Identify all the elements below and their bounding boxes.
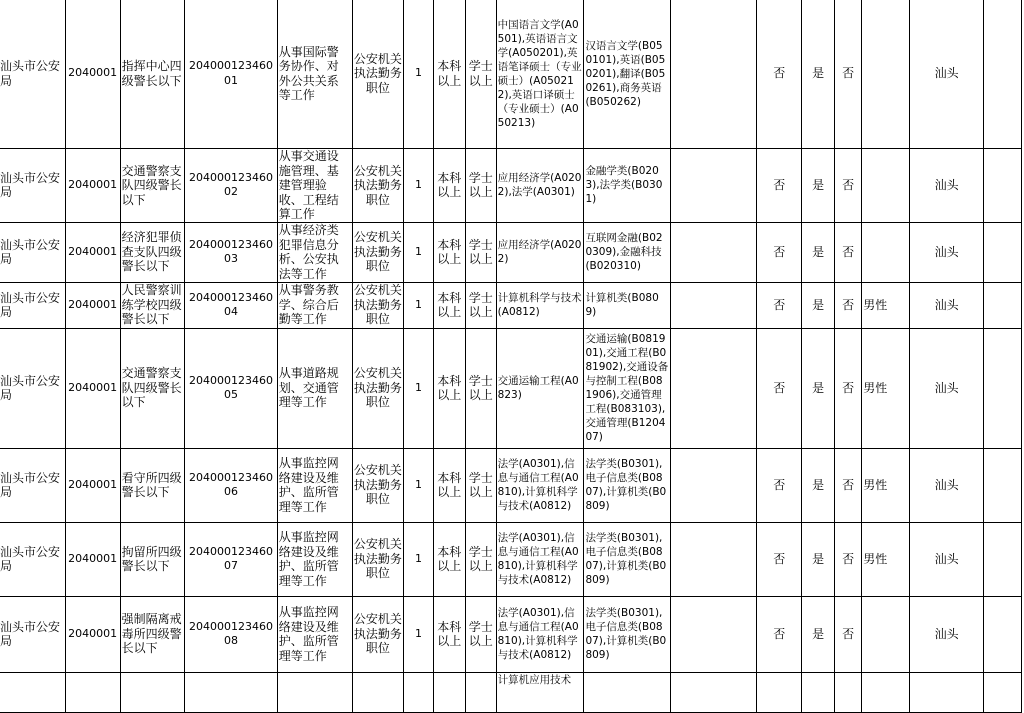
cell-duties: 从事经济类犯罪信息分析、公安执法等工作 — [277, 222, 352, 282]
cell-position — [120, 672, 185, 712]
cell-degree: 学士以上 — [465, 328, 496, 448]
cell-category: 公安机关执法勤务职位 — [352, 149, 404, 223]
cell-major-undergrad — [584, 672, 670, 712]
cell-position-code — [185, 672, 278, 712]
cell-col12 — [670, 328, 756, 448]
cell-major-undergrad: 计算机类(B0809) — [584, 282, 670, 328]
cell-position-code: 20400012346006 — [185, 448, 278, 522]
cell-col16 — [862, 0, 910, 149]
cell-col17 — [910, 672, 984, 712]
cell-col14: 是 — [802, 0, 835, 149]
cell-position: 指挥中心四级警长以下 — [120, 0, 185, 149]
cell-count: 1 — [404, 149, 434, 223]
cell-unit-code: 2040001 — [65, 522, 120, 596]
cell-unit: 汕头市公安局 — [0, 328, 65, 448]
cell-col12 — [670, 596, 756, 672]
cell-position: 人民警察训练学校四级警长以下 — [120, 282, 185, 328]
cell-col15: 否 — [835, 522, 862, 596]
table-row — [0, 328, 1022, 448]
cell-col15: 否 — [835, 0, 862, 149]
cell-unit-code — [65, 672, 120, 712]
table-row — [0, 596, 1022, 672]
cell-unit — [0, 672, 65, 712]
cell-position: 经济犯罪侦查支队四级警长以下 — [120, 222, 185, 282]
cell-col14: 是 — [802, 522, 835, 596]
cell-unit: 汕头市公安局 — [0, 282, 65, 328]
table-row — [0, 448, 1022, 522]
cell-duties: 从事监控网络建设及维护、监所管理等工作 — [277, 448, 352, 522]
cell-col16 — [862, 222, 910, 282]
cell-unit-code: 2040001 — [65, 149, 120, 223]
cell-unit: 汕头市公安局 — [0, 0, 65, 149]
cell-col14: 是 — [802, 328, 835, 448]
cell-col14: 是 — [802, 222, 835, 282]
cell-col17: 汕头 — [910, 448, 984, 522]
cell-position: 拘留所四级警长以下 — [120, 522, 185, 596]
cell-unit: 汕头市公安局 — [0, 149, 65, 223]
cell-category — [352, 672, 404, 712]
cell-count: 1 — [404, 328, 434, 448]
cell-unit-code: 2040001 — [65, 328, 120, 448]
cell-unit-code: 2040001 — [65, 282, 120, 328]
cell-col18 — [984, 149, 1022, 223]
cell-col16 — [862, 596, 910, 672]
cell-col15: 否 — [835, 448, 862, 522]
cell-category: 公安机关执法勤务职位 — [353, 283, 402, 327]
cell-col12 — [670, 672, 756, 712]
cell-position-code: 20400012346005 — [185, 328, 278, 448]
cell-category: 公安机关执法勤务职位 — [352, 328, 404, 448]
cell-major-grad: 交通运输工程(A0823) — [496, 328, 584, 448]
cell-position-code: 20400012346008 — [185, 596, 278, 672]
cell-duties: 从事交通设施管理、基建管理验收、工程结算工作 — [277, 149, 352, 223]
table-row — [0, 282, 1022, 328]
cell-col14 — [802, 672, 835, 712]
cell-major-grad: 应用经济学(A0202),法学(A0301) — [496, 149, 584, 223]
cell-major-grad: 法学(A0301),信息与通信工程(A0810),计算机科学与技术(A0812) — [496, 448, 584, 522]
cell-major-undergrad: 交通运输(B081901),交通工程(B081902),交通设备与控制工程(B081906),交通管理工程(B083103),交通管理(B120407) — [584, 328, 670, 448]
cell-category: 公安机关执法勤务职位 — [352, 596, 404, 672]
cell-major-grad: 计算机应用技术 — [496, 672, 584, 712]
cell-count — [404, 672, 434, 712]
cell-education: 本科以上 — [433, 448, 465, 522]
cell-col17: 汕头 — [910, 282, 984, 328]
cell-major-grad: 计算机科学与技术(A0812) — [496, 282, 584, 328]
cell-col13: 否 — [757, 282, 802, 328]
cell-col12 — [670, 282, 756, 328]
cell-degree: 学士以上 — [465, 282, 496, 328]
cell-col12 — [670, 222, 756, 282]
cell-position: 看守所四级警长以下 — [120, 448, 185, 522]
cell-col15 — [835, 672, 862, 712]
cell-col13: 否 — [757, 328, 802, 448]
cell-position: 交通警察支队四级警长以下 — [120, 149, 185, 223]
cell-col17: 汕头 — [910, 149, 984, 223]
cell-major-undergrad: 法学类(B0301),电子信息类(B0807),计算机类(B0809) — [584, 596, 670, 672]
table-row — [0, 149, 1022, 223]
cell-degree: 学士以上 — [465, 0, 496, 149]
cell-degree — [465, 672, 496, 712]
cell-major-grad: 法学(A0301),信息与通信工程(A0810),计算机科学与技术(A0812) — [496, 596, 584, 672]
cell-count: 1 — [404, 222, 434, 282]
table-row — [0, 0, 1022, 149]
cell-col13 — [757, 672, 802, 712]
cell-col15: 否 — [835, 149, 862, 223]
cell-col15: 否 — [835, 596, 862, 672]
cell-education: 本科以上 — [433, 596, 465, 672]
cell-col13: 否 — [757, 522, 802, 596]
cell-major-undergrad: 汉语言文学(B050101),英语(B050201),翻译(B050261),商务英语(B050262) — [584, 0, 670, 149]
cell-col13: 否 — [757, 596, 802, 672]
cell-col16: 男性 — [862, 448, 910, 522]
cell-col14: 是 — [802, 282, 835, 328]
cell-col12 — [670, 0, 756, 149]
cell-col16 — [862, 672, 910, 712]
cell-col14: 是 — [802, 149, 835, 223]
cell-category: 公安机关执法勤务职位 — [352, 222, 404, 282]
cell-education: 本科以上 — [433, 282, 465, 328]
cell-degree: 学士以上 — [465, 448, 496, 522]
cell-education: 本科以上 — [433, 0, 465, 149]
cell-col17: 汕头 — [910, 328, 984, 448]
cell-category: 公安机关执法勤务职位 — [352, 522, 404, 596]
cell-position-code: 20400012346002 — [185, 149, 278, 223]
cell-unit: 汕头市公安局 — [0, 522, 65, 596]
table-row — [0, 672, 1022, 712]
cell-col17: 汕头 — [910, 522, 984, 596]
cell-col18 — [984, 448, 1022, 522]
cell-position: 交通警察支队四级警长以下 — [120, 328, 185, 448]
cell-col13: 否 — [757, 149, 802, 223]
cell-education: 本科以上 — [433, 328, 465, 448]
cell-duties — [277, 672, 352, 712]
cell-col18 — [984, 672, 1022, 712]
cell-major-undergrad: 互联网金融(B020309),金融科技(B020310) — [584, 222, 670, 282]
cell-major-grad: 中国语言文学(A0501),英语语言文学(A050201),英语笔译硕士（专业硕士）(A050212),英语口译硕士（专业硕士）(A050213) — [496, 0, 584, 149]
cell-major-grad: 应用经济学(A0202) — [496, 222, 584, 282]
cell-major-undergrad: 法学类(B0301),电子信息类(B0807),计算机类(B0809) — [584, 522, 670, 596]
cell-col18 — [984, 0, 1022, 149]
cell-col12 — [670, 149, 756, 223]
cell-major-undergrad: 法学类(B0301),电子信息类(B0807),计算机类(B0809) — [584, 448, 670, 522]
cell-degree: 学士以上 — [465, 522, 496, 596]
cell-duties: 从事国际警务协作、对外公共关系等工作 — [277, 0, 352, 149]
cell-education: 本科以上 — [433, 522, 465, 596]
cell-col18 — [984, 522, 1022, 596]
cell-position-code: 20400012346004 — [185, 282, 278, 328]
cell-position-code: 20400012346001 — [185, 0, 278, 149]
cell-col12 — [670, 522, 756, 596]
cell-col15: 否 — [835, 222, 862, 282]
cell-col17: 汕头 — [910, 596, 984, 672]
cell-col12 — [670, 448, 756, 522]
cell-col16: 男性 — [862, 282, 910, 328]
cell-education: 本科以上 — [433, 149, 465, 223]
cell-col13: 否 — [757, 222, 802, 282]
cell-position: 强制隔离戒毒所四级警长以下 — [120, 596, 185, 672]
cell-col15: 否 — [835, 328, 862, 448]
cell-count: 1 — [404, 596, 434, 672]
table-row — [0, 522, 1022, 596]
cell-duties: 从事监控网络建设及维护、监所管理等工作 — [277, 596, 352, 672]
cell-col17: 汕头 — [910, 0, 984, 149]
cell-col18 — [984, 222, 1022, 282]
cell-position-code: 20400012346007 — [185, 522, 278, 596]
cell-unit: 汕头市公安局 — [0, 596, 65, 672]
cell-duties: 从事道路规划、交通管理等工作 — [277, 328, 352, 448]
cell-category: 公安机关执法勤务职位 — [352, 448, 404, 522]
cell-major-undergrad: 金融学类(B0203),法学类(B0301) — [584, 149, 670, 223]
cell-col15: 否 — [835, 282, 862, 328]
cell-major-grad: 法学(A0301),信息与通信工程(A0810),计算机科学与技术(A0812) — [496, 522, 584, 596]
cell-col16: 男性 — [862, 328, 910, 448]
cell-count: 1 — [404, 522, 434, 596]
cell-col18 — [984, 282, 1022, 328]
cell-unit: 汕头市公安局 — [0, 448, 65, 522]
cell-education — [433, 672, 465, 712]
cell-degree: 学士以上 — [465, 222, 496, 282]
cell-count: 1 — [404, 0, 434, 149]
cell-duties: 从事警务教学、综合后勤等工作 — [277, 282, 352, 328]
cell-col18 — [984, 328, 1022, 448]
cell-unit-code: 2040001 — [65, 596, 120, 672]
cell-position-code: 20400012346003 — [185, 222, 278, 282]
cell-degree: 学士以上 — [465, 596, 496, 672]
cell-col13: 否 — [757, 0, 802, 149]
table-row — [0, 222, 1022, 282]
cell-count: 1 — [404, 282, 434, 328]
cell-count: 1 — [404, 448, 434, 522]
cell-col17: 汕头 — [910, 222, 984, 282]
cell-degree: 学士以上 — [465, 149, 496, 223]
cell-education: 本科以上 — [433, 222, 465, 282]
cell-col13: 否 — [757, 448, 802, 522]
cell-category: 公安机关执法勤务职位 — [352, 0, 404, 149]
cell-col16 — [862, 149, 910, 223]
cell-unit: 汕头市公安局 — [0, 222, 65, 282]
cell-col14: 是 — [802, 448, 835, 522]
cell-col16: 男性 — [862, 522, 910, 596]
cell-col18 — [984, 596, 1022, 672]
cell-col14: 是 — [802, 596, 835, 672]
cell-unit-code: 2040001 — [65, 0, 120, 149]
cell-duties: 从事监控网络建设及维护、监所管理等工作 — [277, 522, 352, 596]
cell-unit-code: 2040001 — [65, 448, 120, 522]
cell-unit-code: 2040001 — [65, 222, 120, 282]
